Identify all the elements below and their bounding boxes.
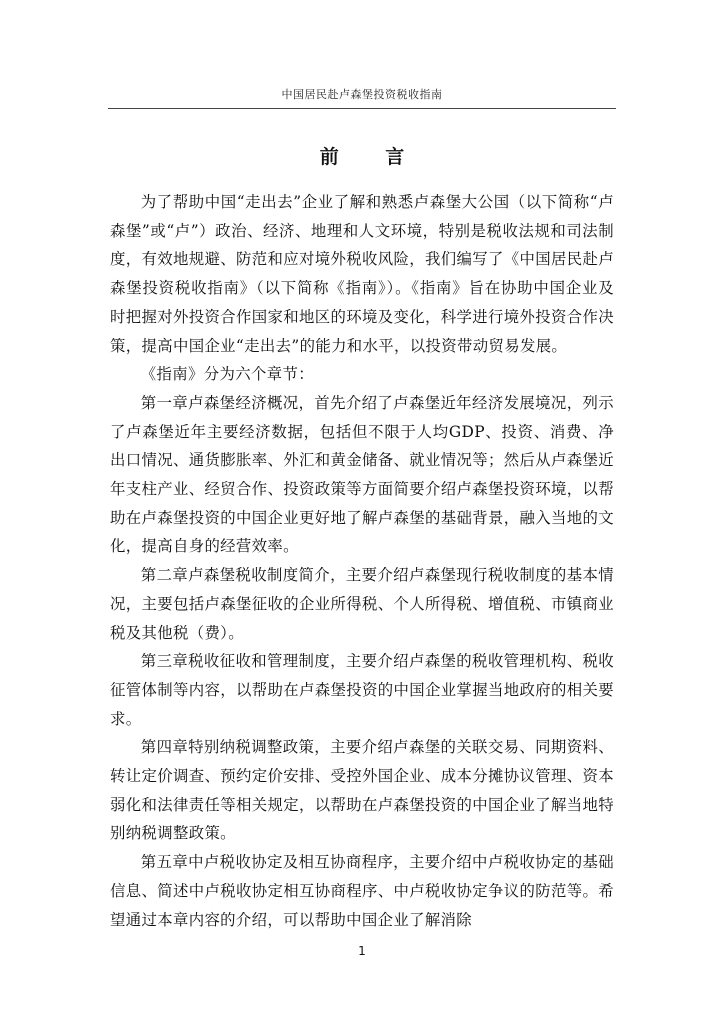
running-header: 中国居民赴卢森堡投资税收指南	[281, 88, 443, 101]
paragraph-chapter-5: 第五章中卢税收协定及相互协商程序，主要介绍中卢税收协定的基础信息、简述中卢税收协定相互协商程序、中卢税收协定争议的防范等。希望通过本章内容的介绍，可以帮助中国企业了解消除	[110, 853, 614, 929]
paragraph-chapter-4: 第四章特别纳税调整政策，主要介绍卢森堡的关联交易、同期资料、转让定价调查、预约定价安排、受控外国企业、成本分摊协议管理、资本弱化和法律责任等相关规定，以帮助在卢森堡投资的中国企业了解当地特别纳税调整政策。	[110, 738, 614, 843]
paragraph-chapter-overview: 《指南》分为六个章节：	[140, 365, 314, 384]
paragraph-chapter-2: 第二章卢森堡税收制度简介，主要介绍卢森堡现行税收制度的基本情况，主要包括卢森堡征收的企业所得税、个人所得税、增值税、市镇商业税及其他税（费）。	[110, 566, 614, 642]
page-number: 1	[358, 944, 366, 958]
page-title: 前 言	[319, 146, 405, 168]
paragraph-intro: 为了帮助中国“走出去”企业了解和熟悉卢森堡大公国（以下简称“卢森堡”或“卢”）政治、经济、地理和人文环境，特别是税收法规和司法制度，有效地规避、防范和应对境外税收风险，我们编写了《中国居民赴卢森堡投资税收指南》（以下简称《指南》）。《指南》旨在协助中国企业及时把握对外投资合作国家和地区的环境及变化，科学进行境外投资合作决策，提高中国企业“走出去”的能力和水平，以投资带动贸易发展。	[110, 193, 614, 355]
header-rule	[108, 108, 616, 109]
paragraph-chapter-3: 第三章税收征收和管理制度，主要介绍卢森堡的税收管理机构、税收征管体制等内容，以帮助在卢森堡投资的中国企业掌握当地政府的相关要求。	[110, 652, 614, 728]
body-text	[110, 188, 614, 934]
paragraph-chapter-1: 第一章卢森堡经济概况，首先介绍了卢森堡近年经济发展境况，列示了卢森堡近年主要经济数据，包括但不限于人均GDP、投资、消费、净出口情况、通货膨胀率、外汇和黄金储备、就业情况等；然后从卢森堡近年支柱产业、经贸合作、投资政策等方面简要介绍卢森堡投资环境，以帮助在卢森堡投资的中国企业更好地了解卢森堡的基础背景，融入当地的文化，提高自身的经营效率。	[110, 393, 614, 556]
